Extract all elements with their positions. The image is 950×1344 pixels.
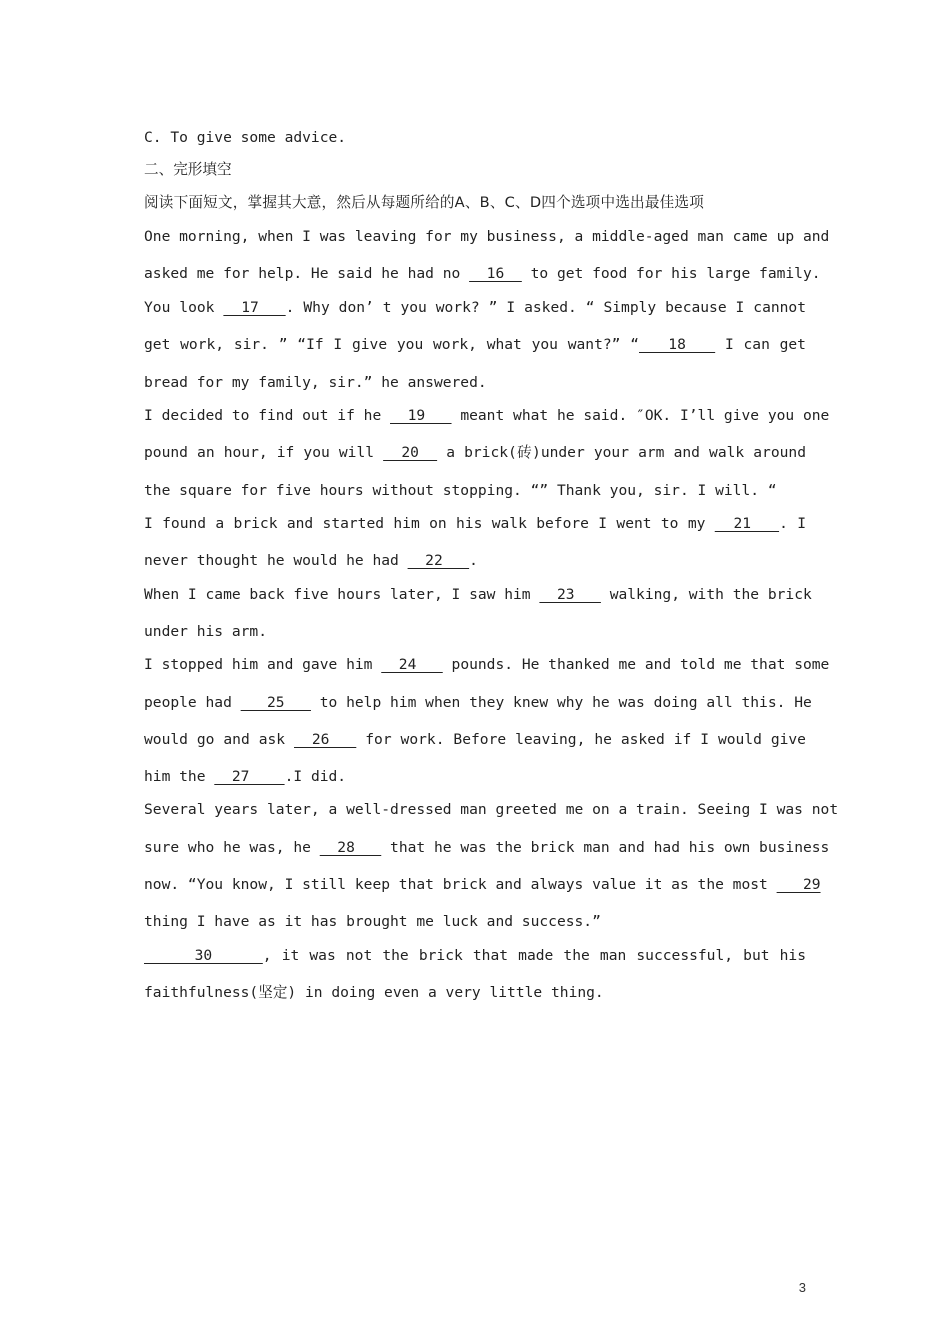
passage-line xyxy=(144,585,812,605)
passage-text: . I xyxy=(779,515,806,532)
blank: 29 xyxy=(776,876,821,893)
passage-line xyxy=(144,514,806,534)
passage-line xyxy=(144,406,830,426)
blank: 18 xyxy=(639,336,716,353)
passage-line xyxy=(144,875,821,895)
page-number: 3 xyxy=(798,1280,806,1295)
passage-text: him the xyxy=(144,768,215,785)
previous-option-line: C. To give some advice. xyxy=(144,129,347,146)
passage-text: . xyxy=(469,552,478,569)
passage-line xyxy=(144,800,839,820)
passage-line xyxy=(144,551,806,571)
passage-text: meant what he said. ″OK. I’ll give you one xyxy=(451,407,830,424)
passage-text: for work. Before leaving, he asked if I would give xyxy=(356,731,806,748)
passage-text: You look xyxy=(144,299,224,316)
passage-text: to help him when they knew why he was doing all this. He xyxy=(310,694,812,711)
passage-text: thing I have as it has brought me luck and success.” xyxy=(144,913,601,930)
passage-text: bread for my family, sir.” he answered. xyxy=(144,374,487,391)
passage-text: faithfulness(坚定) in doing even a very little thing. xyxy=(144,984,604,1001)
passage-line xyxy=(144,767,806,787)
passage-line xyxy=(144,946,806,966)
passage-text: get work, sir. ” “If I give you work, what you want?” “ xyxy=(144,336,639,353)
passage-text: people had xyxy=(144,694,241,711)
passage-text: under his arm. xyxy=(144,623,268,640)
section-title: 二、完形填空 xyxy=(144,161,232,178)
blank: 17 xyxy=(223,299,286,316)
passage-line xyxy=(144,983,806,1003)
passage-line xyxy=(144,298,806,318)
passage-line xyxy=(144,443,806,463)
passage-text: I stopped him and gave him xyxy=(144,656,382,673)
passage-text: that he was the brick man and had his own business xyxy=(381,839,830,856)
passage-text: pound an hour, if you will xyxy=(144,444,384,461)
passage-line xyxy=(144,912,806,932)
passage-text: asked me for help. He said he had no xyxy=(144,265,470,282)
passage-text: Several years later, a well-dressed man greeted me on a train. Seeing I was not xyxy=(144,801,839,818)
instructions: 阅读下面短文，掌握其大意，然后从每题所给的A、B、C、D四个选项中选出最佳选项 xyxy=(144,194,705,211)
passage-text: would go and ask xyxy=(144,731,294,748)
passage-text: . Why don’ t you work? ” I asked. “ Simply because I cannot xyxy=(285,299,807,316)
passage-text: .I did. xyxy=(284,768,347,785)
passage-line xyxy=(144,373,806,393)
passage-line xyxy=(144,730,806,750)
passage-line xyxy=(144,622,806,642)
passage-text: I can get xyxy=(715,336,806,353)
passage-line xyxy=(144,481,806,501)
blank: 27 xyxy=(214,768,285,785)
blank: 24 xyxy=(381,656,443,673)
passage-text: never thought he would he had xyxy=(144,552,408,569)
passage-text: the square for five hours without stopping. “” Thank you, sir. I will. “ xyxy=(144,482,777,499)
passage-text: One morning, when I was leaving for my business, a middle-aged man came up and xyxy=(144,228,830,245)
blank: 28 xyxy=(319,839,382,856)
passage-line xyxy=(144,838,830,858)
passage-text: walking, with the brick xyxy=(600,586,812,603)
blank: 20 xyxy=(383,444,438,461)
blank: 25 xyxy=(240,694,311,711)
blank: 30 xyxy=(144,947,263,964)
passage-text: sure who he was, he xyxy=(144,839,320,856)
passage-text: I decided to find out if he xyxy=(144,407,391,424)
blank: 19 xyxy=(390,407,452,424)
passage-line xyxy=(144,655,830,675)
blank: 21 xyxy=(714,515,780,532)
passage-text: pounds. He thanked me and told me that some xyxy=(442,656,830,673)
blank: 26 xyxy=(294,731,357,748)
passage-text: , it was not the brick that made the man successful, but his xyxy=(262,947,806,964)
passage-text: now. “You know, I still keep that brick and always value it as the most xyxy=(144,876,777,893)
passage-line xyxy=(144,264,821,284)
blank: 16 xyxy=(469,265,522,282)
passage-text: I found a brick and started him on his walk before I went to my xyxy=(144,515,715,532)
passage-text: When I came back five hours later, I saw him xyxy=(144,586,540,603)
blank: 22 xyxy=(407,552,470,569)
passage-line xyxy=(144,335,806,355)
passage-text: a brick(砖)under your arm and walk around xyxy=(437,444,806,461)
passage-line xyxy=(144,693,812,713)
passage-text: to get food for his large family. xyxy=(521,265,821,282)
passage-line xyxy=(144,227,830,247)
blank: 23 xyxy=(539,586,601,603)
